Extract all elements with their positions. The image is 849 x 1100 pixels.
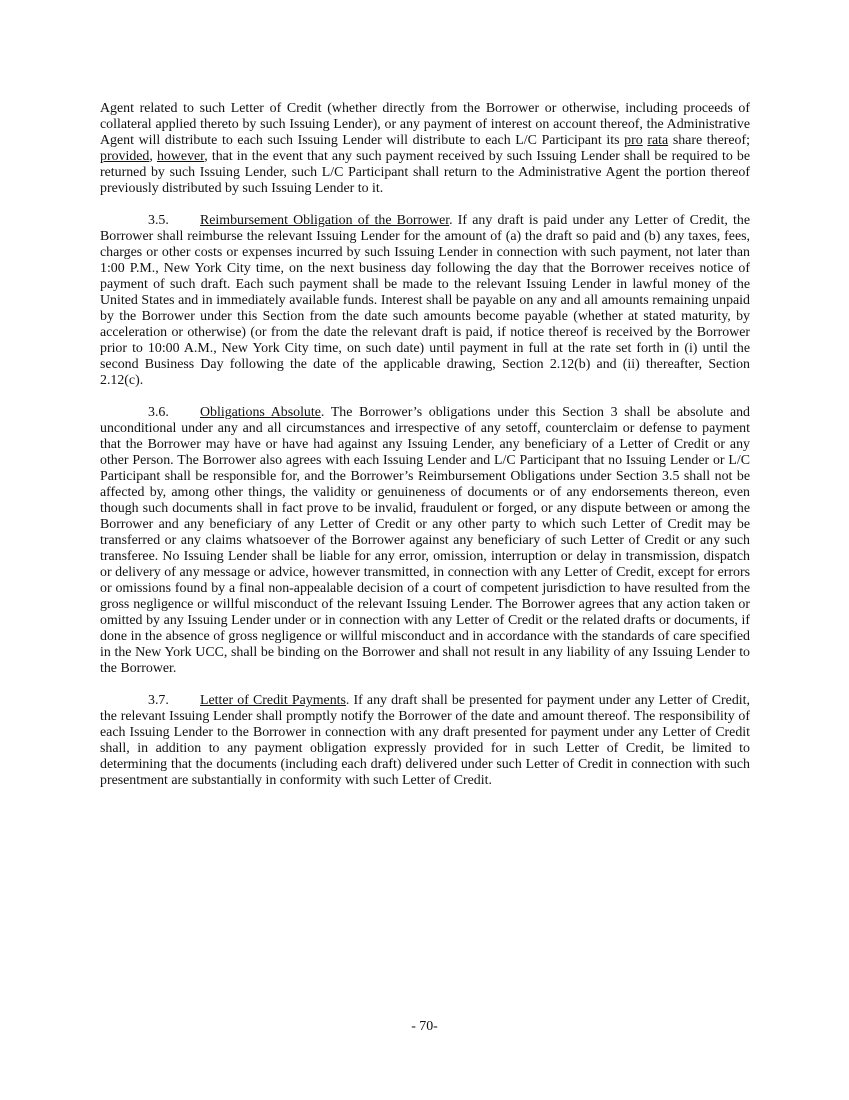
section-body: . If any draft is paid under any Letter of Credit, the Borrower shall reimburse the relevant Issuing Lender for the amount of (a) the draft so paid and (b) any taxes, fees, charges or other costs or expenses incurred by such Issuing Lender in connection with such payment, not later than 1:00 P.M., New York City time, on the next business day following the day that the Borrower receives notice of payment of such draft. Each such payment shall be made to the relevant Issuing Lender in lawful money of the United States and in immediately available funds. Interest shall be payable on any and all amounts remaining unpaid by the Borrower under this Section from the date such amounts become payable (whether at stated maturity, by acceleration or otherwise) (or from the date the relevant draft is paid, if notice thereof is received by the Borrower prior to 10:00 A.M., New York City time, on such date) until payment in full at the rate set forth in (i) until the second Business Day following the date of the applicable drawing, Section 2.12(b) and (ii) thereafter, Section 2.12(c). <box>100 213 750 388</box>
section-heading: Reimbursement Obligation of the Borrower <box>200 213 450 228</box>
however-underlined: however <box>156 149 205 164</box>
section-3-5 <box>100 213 750 389</box>
provided-underlined: provided <box>100 149 150 164</box>
section-number: 3.5. <box>148 213 169 228</box>
section-heading: Obligations Absolute <box>200 405 321 420</box>
rata-underlined: rata <box>647 133 669 148</box>
page-number: - 70- <box>411 1019 438 1034</box>
document-page <box>100 101 750 805</box>
continued-paragraph: Agent related to such Letter of Credit (whether directly from the Borrower or otherwise, including proceeds of collateral applied thereto by such Issuing Lender), or any payment of interest on account thereof, the Administrative Agent will distribute to each such Issuing Lender will distribute to each L/C Participant its pro rata share thereof; provided, however, that in the event that any such payment received by such Issuing Lender shall be required to be returned by such Issuing Lender, such L/C Participant shall return to the Administrative Agent the portion thereof previously distributed by such Issuing Lender to it. <box>100 101 751 196</box>
section-3-6 <box>100 405 750 677</box>
section-number: 3.7. <box>148 693 169 708</box>
section-body: . The Borrower’s obligations under this Section 3 shall be absolute and unconditional under any and all circumstances and irrespective of any setoff, counterclaim or defense to payment that the Borrower may have or have had against any Issuing Lender, any beneficiary of a Letter of Credit or any other Person. The Borrower also agrees with each Issuing Lender and L/C Participant that no Issuing Lender or L/C Participant shall be responsible for, and the Borrower’s Reimbursement Obligations under Section 3.5 shall not be affected by, among other things, the validity or genuineness of documents or of any endorsements thereon, even though such documents shall in fact prove to be invalid, fraudulent or forged, or any dispute between or among the Borrower and any beneficiary of any Letter of Credit or any other party to which such Letter of Credit may be transferred or any claims whatsoever of the Borrower against any beneficiary of such Letter of Credit or any such transferee. No Issuing Lender shall be liable for any error, omission, interruption or delay in transmission, dispatch or delivery of any message or advice, however transmitted, in connection with any Letter of Credit, except for errors or omissions found by a final non-appealable decision of a court of competent jurisdiction to have resulted from the gross negligence or willful misconduct of the relevant Issuing Lender. The Borrower agrees that any action taken or omitted by any Issuing Lender under or in connection with any Letter of Credit or the related drafts or documents, if done in the absence of gross negligence or willful misconduct and in accordance with the standards of care specified in the New York UCC, shall be binding on the Borrower and shall not result in any liability of any Issuing Lender to the Borrower. <box>100 405 751 676</box>
section-heading: Letter of Credit Payments <box>200 693 346 708</box>
pro-underlined: pro <box>624 133 643 148</box>
section-number: 3.6. <box>148 405 169 420</box>
section-3-7 <box>100 693 750 789</box>
section-body: . If any draft shall be presented for payment under any Letter of Credit, the relevant Issuing Lender shall promptly notify the Borrower of the date and amount thereof. The responsibility of each Issuing Lender to the Borrower in connection with any draft presented for payment under any Letter of Credit shall, in addition to any payment obligation expressly provided for in such Letter of Credit, be limited to determining that the documents (including each draft) delivered under such Letter of Credit in connection with such presentment are substantially in conformity with such Letter of Credit. <box>100 693 750 788</box>
